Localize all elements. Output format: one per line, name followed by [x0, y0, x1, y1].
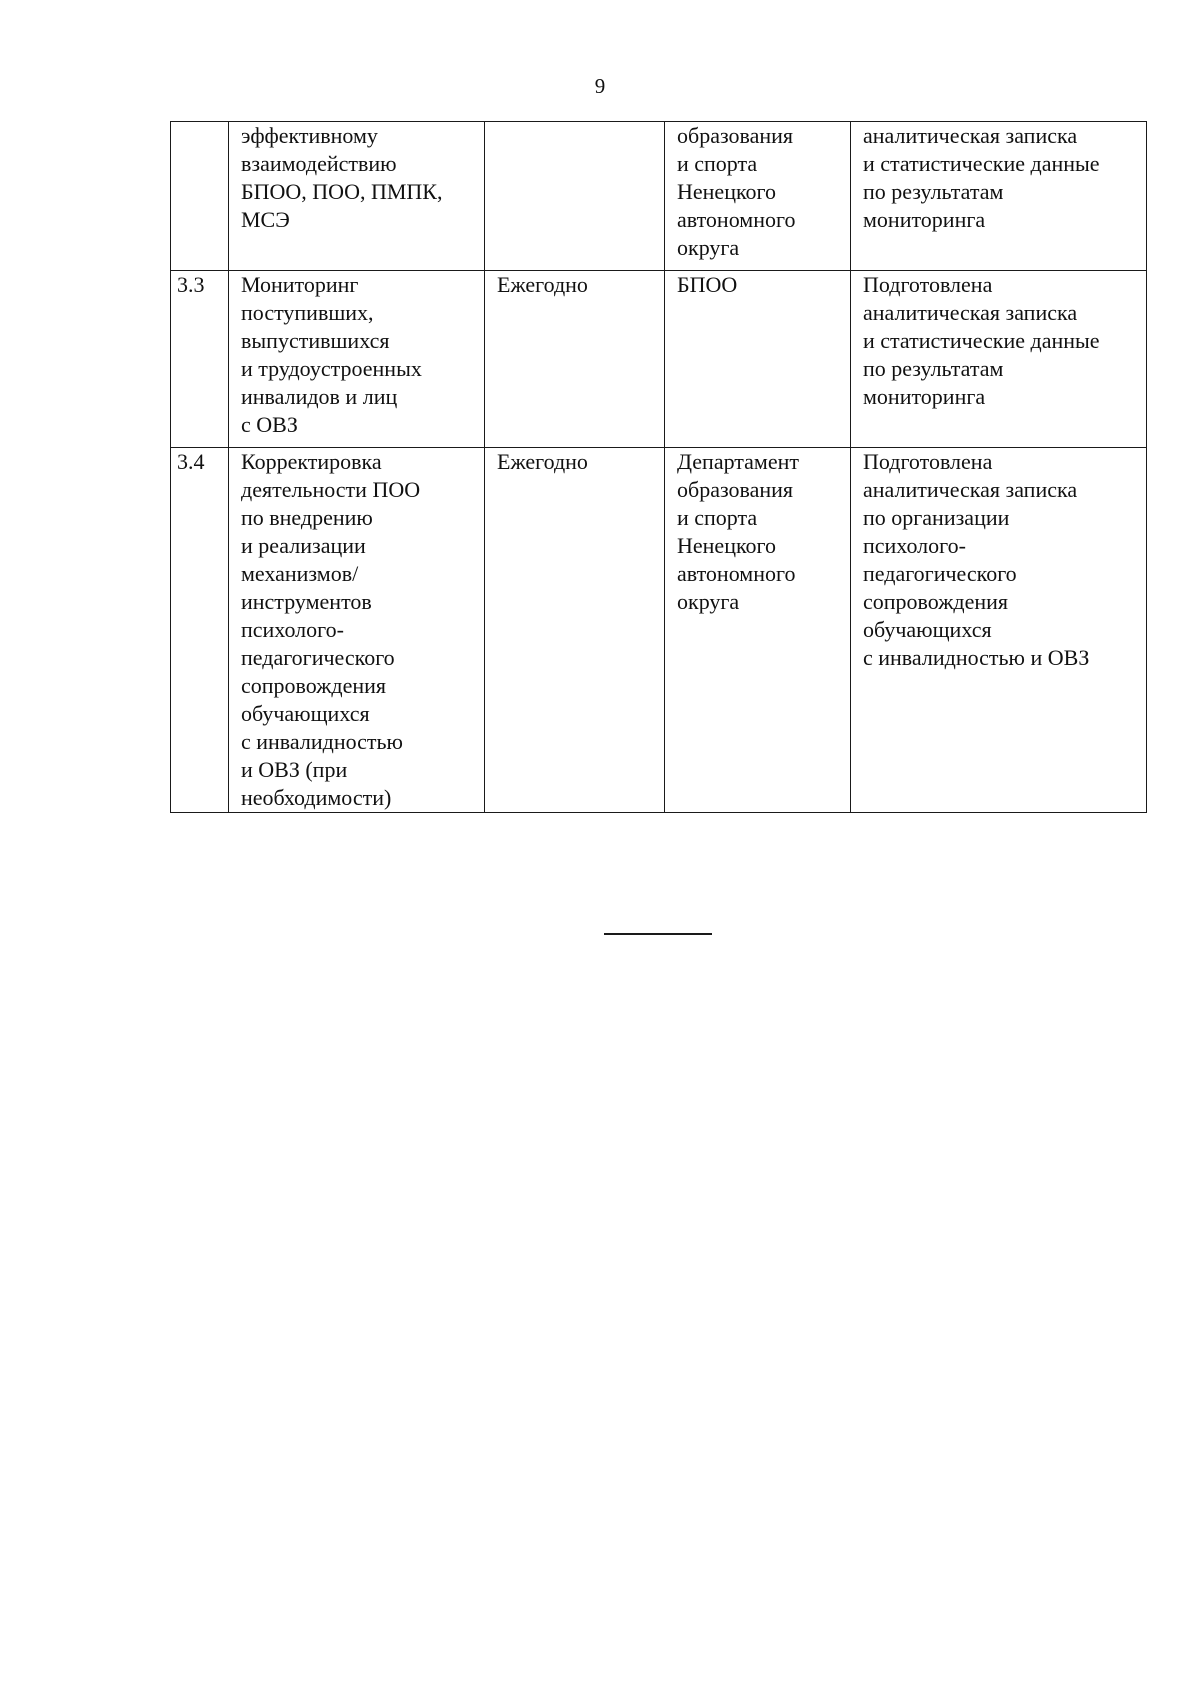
activity-cell: Корректировка деятельности ПОО по внедрению и реализации механизмов/ инструментов психолого- педагогического сопровождения обучающихся с инвалидностью и ОВЗ (при необходимости) — [229, 448, 485, 813]
term-cell: Ежегодно — [485, 448, 665, 813]
table-row — [171, 271, 1147, 448]
table-row — [171, 448, 1147, 813]
term-cell: Ежегодно — [485, 271, 665, 448]
table-row — [171, 122, 1147, 271]
row-number: 3.3 — [171, 271, 229, 448]
end-of-document-rule — [604, 933, 712, 935]
result-cell: Подготовлена аналитическая записка и статистические данные по результатам мониторинга — [851, 271, 1147, 448]
activity-cell: эффективному взаимодействию БПОО, ПОО, ПМПК, МСЭ — [229, 122, 485, 271]
row-number — [171, 122, 229, 271]
term-cell — [485, 122, 665, 271]
responsible-cell: Департамент образования и спорта Ненецкого автономного округа — [665, 448, 851, 813]
activity-cell: Мониторинг поступивших, выпустившихся и трудоустроенных инвалидов и лиц с ОВЗ — [229, 271, 485, 448]
page-number: 9 — [594, 74, 606, 98]
activity-plan-table — [170, 121, 1147, 813]
responsible-cell: образования и спорта Ненецкого автономного округа — [665, 122, 851, 271]
responsible-cell: БПОО — [665, 271, 851, 448]
row-number: 3.4 — [171, 448, 229, 813]
result-cell: Подготовлена аналитическая записка по организации психолого- педагогического сопровождения обучающихся с инвалидностью и ОВЗ — [851, 448, 1147, 813]
result-cell: аналитическая записка и статистические данные по результатам мониторинга — [851, 122, 1147, 271]
